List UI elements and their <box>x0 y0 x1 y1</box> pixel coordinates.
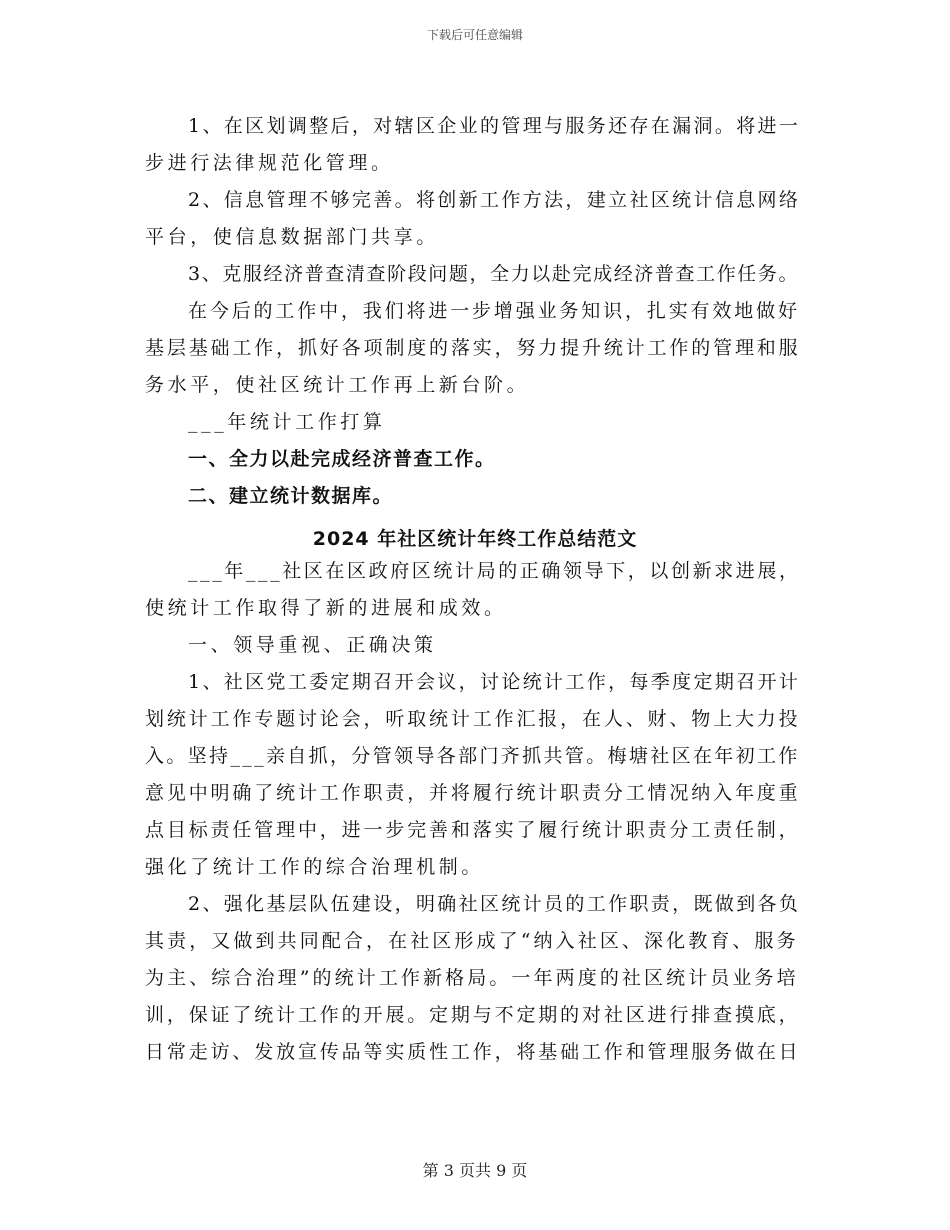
section-heading: 二、建立统计数据库。 <box>188 485 394 507</box>
page-header: 下载后可任意编辑 <box>426 28 523 42</box>
paragraph-line: 一、领导重视、正确决策 <box>188 634 437 656</box>
paragraph-line: 务水平，使社区统计工作再上新台阶。 <box>145 374 530 396</box>
paragraph-line: 基层基础工作，抓好各项制度的落实，努力提升统计工作的管理和服 <box>145 337 801 359</box>
paragraph-line: 步进行法律规范化管理。 <box>145 152 394 174</box>
paragraph-line: 点目标责任管理中，进一步完善和落实了履行统计职责分工责任制， <box>145 819 801 841</box>
paragraph-line: 2、强化基层队伍建设，明确社区统计员的工作职责，既做到各负 <box>188 893 801 915</box>
paragraph-line: 训，保证了统计工作的开展。定期与不定期的对社区进行排查摸底， <box>145 1004 801 1026</box>
page-footer: 第 3 页共 9 页 <box>422 1161 528 1180</box>
paragraph-line: 在今后的工作中，我们将进一步增强业务知识，扎实有效地做好 <box>188 300 800 322</box>
paragraph-line: ___年___社区在区政府区统计局的正确领导下，以创新求进展， <box>188 560 801 582</box>
paragraph-line: 划统计工作专题讨论会，听取统计工作汇报，在人、财、物上大力投 <box>145 708 801 730</box>
paragraph-line: 1、社区党工委定期召开会议，讨论统计工作，每季度定期召开计 <box>188 671 801 693</box>
section-heading: 一、全力以赴完成经济普查工作。 <box>188 448 496 470</box>
document-title: 2024 年社区统计年终工作总结范文 <box>312 528 638 550</box>
paragraph-line: 2、信息管理不够完善。将创新工作方法，建立社区统计信息网络 <box>188 189 801 211</box>
paragraph-line: 其责，又做到共同配合，在社区形成了“纳入社区、深化教育、服务 <box>145 930 799 952</box>
paragraph-line: 意见中明确了统计工作职责，并将履行统计职责分工情况纳入年度重 <box>145 782 801 804</box>
paragraph-line: 平台，使信息数据部门共享。 <box>145 226 439 248</box>
paragraph-line: ___年统计工作打算 <box>188 411 386 433</box>
paragraph-line: 3、克服经济普查清查阶段问题，全力以赴完成经济普查工作任务。 <box>188 263 800 285</box>
paragraph-line: 入。坚持___亲自抓，分管领导各部门齐抓共管。梅塘社区在年初工作 <box>145 745 800 767</box>
paragraph-line: 使统计工作取得了新的进展和成效。 <box>145 597 507 619</box>
paragraph-line: 日常走访、发放宣传品等实质性工作，将基础工作和管理服务做在日 <box>145 1041 801 1063</box>
paragraph-line: 强化了统计工作的综合治理机制。 <box>145 856 485 878</box>
paragraph-line: 1、在区划调整后，对辖区企业的管理与服务还存在漏洞。将进一 <box>188 115 801 137</box>
paragraph-line: 为主、综合治理”的统计工作新格局。一年两度的社区统计员业务培 <box>145 967 799 989</box>
